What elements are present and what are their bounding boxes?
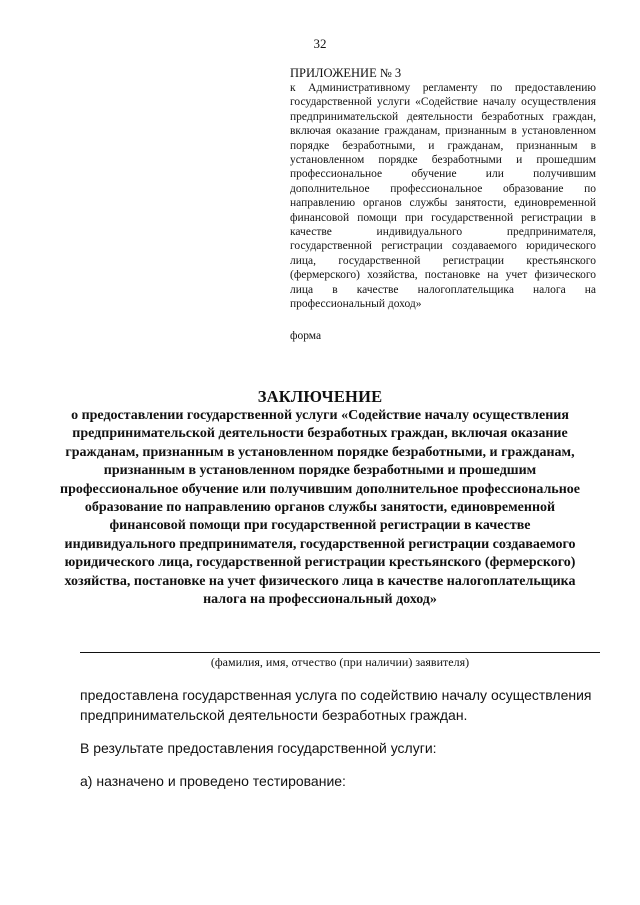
document-subtitle: о предоставлении государственной услуги «Содействие началу осуществления предпринимательской деятельности безработных граждан, включая оказание гражданам, признанным в установленном порядке безработными, и гражданам, признанным в установленном порядке безработными и прошедшим профессиональное обучение или получившим дополнительное профессиональное образование по направлению органов службы занятости, единовременной финансовой помощи при государственной регистрации в качестве индивидуального предпринимателя, государственной регистрации создаваемого юридического лица, государственной регистрации крестьянского (фермерского) хозяйства, постановке на учет физического лица в качестве налогоплательщика налога на профессиональный доход» bbox=[60, 408, 580, 608]
paragraph-service-provided: предоставлена государственная услуга по содействию началу осуществления предпринимательской деятельности безработных граждан. bbox=[80, 687, 592, 723]
form-label: форма bbox=[290, 329, 322, 342]
document-title: ЗАКЛЮЧЕНИЕ bbox=[257, 387, 383, 406]
page-number: 32 bbox=[313, 36, 327, 51]
paragraph-testing: а) назначено и проведено тестирование: bbox=[80, 773, 346, 789]
document-title-block bbox=[60, 387, 580, 609]
appendix-text: к Административному регламенту по предоставлению государственной услуги «Содействие началу осуществления предпринимательской деятельности безработных граждан, включая оказание гражданам, признанным в установленном порядке безработными, и гражданам, признанным в установленном порядке безработными и прошедшим профессиональное обучение или получившим дополнительное профессиональное образование по направлению органов службы занятости, единовременной финансовой помощи при государственной регистрации в качестве индивидуального предпринимателя, государственной регистрации создаваемого юридического лица, государственной регистрации крестьянского (фермерского) хозяйства, постановке на учет физического лица в качестве налогоплательщика налога на профессиональный доход» bbox=[290, 82, 596, 311]
appendix-block bbox=[290, 66, 596, 343]
appendix-heading: ПРИЛОЖЕНИЕ № 3 bbox=[290, 66, 402, 80]
applicant-name-line bbox=[80, 652, 600, 653]
applicant-name-caption: (фамилия, имя, отчество (при наличии) заявителя) bbox=[210, 655, 470, 669]
paragraph-result-intro: В результате предоставления государственной услуги: bbox=[80, 740, 437, 756]
